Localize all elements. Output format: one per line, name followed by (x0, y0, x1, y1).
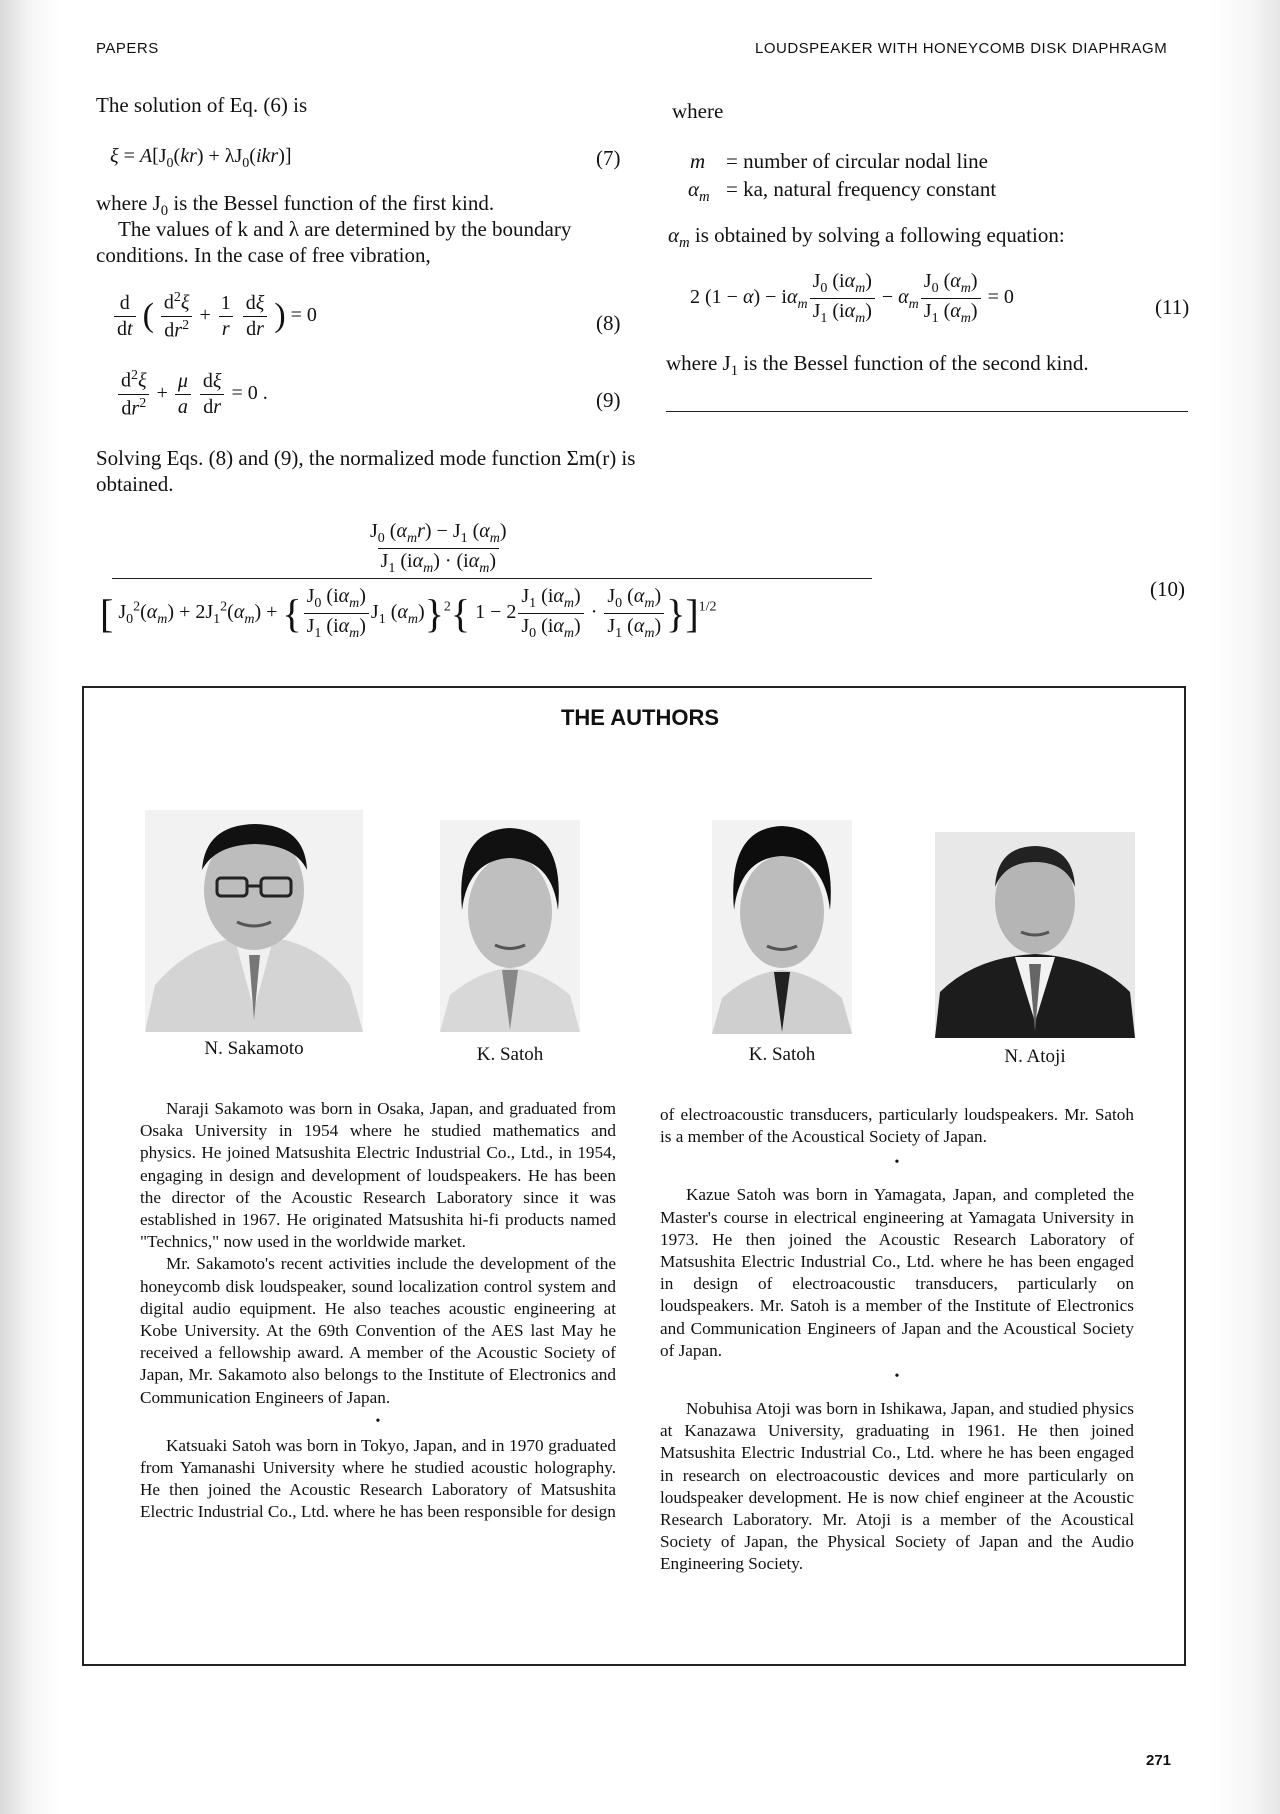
bio-separator-bullet: • (894, 1155, 900, 1171)
equation-9-number: (9) (596, 388, 621, 412)
bessel-first-kind-text: where $J_0$ is the Bessel function of the first kind. (96, 191, 495, 220)
bio-katsuaki-satoh-continued: of electroacoustic transducers, particularly loudspeakers. Mr. Satoh is a member of the Acoustical Society of Japan. (660, 1105, 1134, 1147)
author-caption-2: K. Satoh (476, 1044, 544, 1065)
author-photo-katsuaki-satoh (440, 820, 580, 1032)
portrait-atoji-icon (935, 832, 1135, 1038)
equation-11: 2 $(1 - \alpha) - i\alpha_m$ $\frac{J_0 (i\alpha_m)}{J_1 (i\alpha_m)}$ − $\alpha_m$ $\frac{J_0 (\alpha_m)}{J_1 (\alpha_m)}$ = 0 (690, 270, 1014, 326)
intro-text: The solution of Eq. (6) is (96, 93, 308, 117)
bio-separator-bullet: • (375, 1413, 381, 1429)
bessel-second-kind-text: where $J_1$ is the Bessel function of the second kind. (666, 351, 1089, 380)
equation-7-number: (7) (596, 146, 621, 170)
author-caption-1: N. Sakamoto (204, 1038, 304, 1059)
definition-m: = number of circular nodal line (726, 149, 988, 173)
alpha-obtained-text: $\alpha_m$ is obtained by solving a following equation: (668, 223, 1065, 252)
equation-7: $\xi = A[J_0(kr) + \lambda J_0(ikr)]$ (110, 145, 292, 171)
equation-10-numerator: $\frac{J_0 (\alpha_mr) - J_1 (\alpha_m)}{J_1 (i\alpha_m) \cdot (i\alpha_m)}$ (370, 520, 507, 576)
portrait-sakamoto-icon (145, 810, 363, 1032)
author-photo-atoji (935, 832, 1135, 1038)
author-caption-4: N. Atoji (1004, 1046, 1066, 1067)
author-photo-kazue-satoh (712, 820, 852, 1034)
definition-alpha-symbol: $\alpha_m$ (688, 177, 710, 206)
portrait-katsuaki-satoh-icon (440, 820, 580, 1032)
definition-m-symbol: m (690, 149, 706, 173)
equation-10-fraction-bar (112, 578, 872, 579)
equation-8: $\frac{d}{dt}$ ( $\frac{d^2\xi}{dr^2}$ + $\frac{1}{r}$ $\frac{d\xi}{dr}$ ) = 0 (112, 290, 317, 342)
bio-right-column (660, 1104, 1134, 1576)
page-number: 271 (1146, 1752, 1172, 1769)
bio-katsuaki-satoh: Katsuaki Satoh was born in Tokyo, Japan, and in 1970 graduated from Yamanashi University where he studied acoustic holography. He then joined the Acoustic Research Laboratory of Matsushita Electric Industrial Co., Ltd. where he has been responsible for design (140, 1435, 616, 1522)
equation-11-number: (11) (1155, 295, 1190, 319)
bio-kazue-satoh: Kazue Satoh was born in Yamagata, Japan, and completed the Master's course in electrical engineering at Yamagata University in 1973. He then joined the Acoustic Research Laboratory of Matsushita Electric Industrial Co., Ltd. where he has been engaged in design of electroacoustic transducers, particularly on loudspeakers. Mr. Satoh is a member of the Institute of Electronics and Communication Engineers of Japan and the Acoustical Society of Japan. (660, 1185, 1134, 1360)
equation-10-denominator: [ $J_0^2(\alpha_m) + 2J_1^2(\alpha_m)$ + { $\frac{J_0 (i\alpha_m)}{J_1 (i\alpha_m)}$ $J_1$ $(\alpha_m)\}^2${ 1 − 2 $\frac{J_1 (i\alpha_m)}{J_0 (i\alpha_m)}$ · $\frac{J_0 (\alpha_m)}{J_1 (\alpha_m)}$ }]$^{1/2}$ (100, 585, 717, 641)
bio-left-column (140, 1098, 616, 1524)
authors-title: THE AUTHORS (560, 705, 720, 730)
equation-9: $\frac{d^2\xi}{dr^2}$ + $\frac{\mu}{a}$ $\frac{d\xi}{dr}$ = 0 . (116, 368, 268, 420)
running-header-left: PAPERS (96, 40, 159, 57)
bio-atoji: Nobuhisa Atoji was born in Ishikawa, Japan, and studied physics at Kanazawa University, graduating in 1961. He then joined Matsushita Electric Industrial Co., Ltd. where he has been engaged in research on electroacoustic devices and more particularly on loudspeaker development. He is now chief engineer at the Acoustic Research Laboratory. Mr. Atoji is a member of the Acoustical Society of Japan, the Physical Society of Japan and the Audio Engineering Society. (660, 1399, 1134, 1574)
running-header-right: LOUDSPEAKER WITH HONEYCOMB DISK DIAPHRAGM (755, 40, 1168, 57)
author-photo-sakamoto (145, 810, 363, 1032)
bio-separator-bullet: • (894, 1369, 900, 1385)
bio-sakamoto-paragraph-2: Mr. Sakamoto's recent activities include the development of the honeycomb disk loudspeaker, sound localization control system and digital audio equipment. He also teaches acoustic engineering at Kobe University. At the 69th Convention of the AES last May he received a fellowship award. A member of the Acoustic Society of Japan, Mr. Sakamoto also belongs to the Institute of Electronics and Communication Engineers of Japan. (140, 1254, 616, 1407)
column-end-rule (666, 411, 1188, 412)
bio-sakamoto-paragraph-1: Naraji Sakamoto was born in Osaka, Japan, and graduated from Osaka University in 1954 where he studied mathematics and physics. He joined Matsushita Electric Industrial Co., Ltd., in 1954, engaging in design and development of loudspeakers. He has been the director of the Acoustic Research Laboratory since it was established in 1967. He originated Matsushita hi-fi products named "Technics," now used in the worldwide market. (140, 1099, 616, 1252)
boundary-conditions-text: The values of k and λ are determined by the boundary conditions. In the case of free vibration, (96, 217, 572, 267)
author-caption-3: K. Satoh (748, 1044, 816, 1065)
equation-10-number: (10) (1150, 577, 1185, 601)
where-text: where (672, 99, 724, 123)
definition-alpha: = ka, natural frequency constant (726, 177, 997, 201)
portrait-kazue-satoh-icon (712, 820, 852, 1034)
equation-8-number: (8) (596, 311, 621, 335)
solving-text: Solving Eqs. (8) and (9), the normalized mode function Σm(r) is obtained. (96, 446, 636, 496)
